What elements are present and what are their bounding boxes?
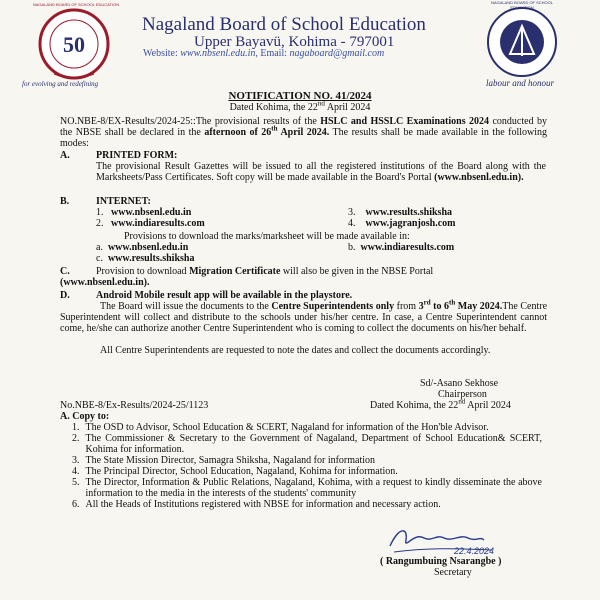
- copy-num: 5.: [72, 477, 80, 488]
- centre-superintendents: Centre Superintendents only: [271, 301, 395, 312]
- right-emblem-logo: [480, 6, 564, 78]
- site-num: 2.: [96, 218, 104, 229]
- ref-number: NO.NBE-8/EX-Results/2024-25::: [60, 116, 196, 127]
- section-b-label: B.: [60, 196, 70, 207]
- intro-text-3: The results shall be made available in the following modes:: [60, 127, 548, 149]
- site-url[interactable]: www.indiaresults.com: [111, 218, 205, 229]
- copy-text: The Commissioner & Secretary to the Government of Nagaland, Department of School Education& SCERT, Kohima for information.: [85, 433, 542, 455]
- declaration-time: afternoon of 26th April 2024.: [204, 124, 330, 138]
- section-c-portal-link[interactable]: (www.nbsenl.edu.in).: [60, 277, 150, 288]
- right-logo-ring-text: NAGALAND BOARD OF SCHOOL EDUCATION: [490, 0, 553, 10]
- section-c-text: [96, 266, 546, 277]
- site-url[interactable]: www.results.shiksha: [365, 207, 453, 218]
- intro-paragraph: [60, 116, 547, 149]
- section-a-label: A.: [60, 150, 70, 161]
- copy-item: [72, 422, 542, 433]
- section-c-body-2: will also be given in the NBSE Portal: [282, 266, 434, 277]
- memo-date: Dated Kohima, the 22nd April 2024: [370, 397, 511, 411]
- copy-text: All the Heads of Institutions registered with NBSE for information and necessary action.: [85, 499, 441, 510]
- section-d-text-c: from: [396, 301, 417, 312]
- copy-text: The OSD to Advisor, School Education & SCERT, Nagaland for information of the Hon'ble Advisor.: [85, 422, 489, 433]
- section-c-body-1: Provision to download: [96, 266, 187, 277]
- section-a-portal[interactable]: (www.nbsenl.edu.in).: [434, 172, 524, 183]
- section-d-para-1: [60, 298, 548, 334]
- copy-item: [72, 477, 542, 499]
- site-item-2: [96, 218, 205, 229]
- section-d-para-2: All Centre Superintendents are requested to note the dates and collect the documents accordingly.: [100, 345, 491, 356]
- copy-list: [72, 422, 542, 510]
- notification-date: Dated Kohima, the 22nd April 2024: [229, 99, 371, 113]
- section-d-text-a: The Board will issue the documents to the: [100, 301, 269, 312]
- left-emblem-logo: [36, 8, 112, 84]
- site-num: b.: [348, 242, 356, 253]
- copy-item: [72, 466, 542, 477]
- section-c-portal: [60, 277, 149, 288]
- left-logo-ring-text: NAGALAND BOARD OF SCHOOL EDUCATION: [32, 2, 120, 7]
- copy-item: [72, 499, 542, 510]
- intro-text-2: conducted by the NBSE shall be declared in the: [60, 116, 547, 138]
- download-site-a: [96, 242, 188, 253]
- org-address: Upper Bayavü, Kohima - 797001: [194, 34, 395, 50]
- section-d-text-d: The Centre Superintendent will collect and distribute to the schools under his/her centre. In case, a Centre Superintendent cannot come, he/she can authorize another Centre Superintendent who is coming to collect the documents on his/her behalf.: [60, 301, 548, 334]
- copy-text: The State Mission Director, Samagra Shiksha, Nagaland for information: [85, 455, 376, 466]
- section-a-text: [96, 161, 546, 183]
- site-url[interactable]: www.results.shiksha: [107, 253, 195, 264]
- distribution-dates: 3rd to 6th May 2024.: [418, 298, 503, 312]
- site-item-1: [96, 207, 191, 218]
- website-label: Website:: [143, 48, 178, 59]
- chairperson-signature: Sd/-Asano Sekhose: [420, 378, 499, 389]
- site-url[interactable]: www.jagranjosh.com: [365, 218, 456, 229]
- site-num: a.: [96, 242, 103, 253]
- download-site-c: [96, 253, 194, 264]
- secretary-name: ( Rangumbuing Nsarangbe ): [380, 556, 502, 567]
- section-a-body: The provisional Result Gazettes will be issued to all the registered institutions of the Board along with the Marksheets/Pass Certificates. Soft copy will be made available in the Board's Portal: [96, 161, 546, 183]
- section-b-heading: INTERNET:: [96, 196, 151, 207]
- site-num: 3.: [348, 207, 356, 218]
- copy-num: 4.: [72, 466, 80, 477]
- section-a-heading: PRINTED FORM:: [96, 150, 178, 161]
- memo-ref: No.NBE-8/Ex-Results/2024-25/1123: [60, 400, 209, 411]
- copy-num: 1.: [72, 422, 80, 433]
- right-logo-motto: labour and honour: [486, 78, 555, 88]
- org-name: Nagaland Board of School Education: [142, 14, 426, 35]
- site-num: c.: [96, 253, 103, 264]
- left-logo-number: 50: [63, 32, 85, 57]
- copy-item: [72, 433, 542, 455]
- org-contact: [143, 48, 384, 59]
- intro-text-1: The provisional results of the: [195, 116, 317, 127]
- copy-num: 6.: [72, 499, 80, 510]
- provision-text: Provisions to download the marks/marksheet will be made available in:: [124, 231, 410, 242]
- email-label: , Email:: [255, 48, 288, 59]
- email-link[interactable]: nagaboard@gmail.com: [289, 48, 385, 59]
- site-num: 4.: [348, 218, 356, 229]
- section-d-heading: Android Mobile result app will be available in the playstore.: [96, 290, 353, 301]
- copy-text: The Director, Information & Public Relations, Nagaland, Kohima, with a request to kindly disseminate the above information to the media in the interests of the students' community: [85, 477, 542, 499]
- secretary-title: Secretary: [434, 567, 472, 578]
- section-d-label: D.: [60, 290, 70, 301]
- site-url[interactable]: www.nbsenl.edu.in: [107, 242, 189, 253]
- site-url[interactable]: www.nbsenl.edu.in: [111, 207, 192, 218]
- copy-num: 2.: [72, 433, 80, 444]
- copy-num: 3.: [72, 455, 80, 466]
- copy-item: [72, 455, 542, 466]
- download-site-b: [348, 242, 454, 253]
- copy-text: The Principal Director, School Education, Nagaland, Kohima for information.: [85, 466, 398, 477]
- migration-certificate: Migration Certificate: [189, 266, 281, 277]
- exam-names: HSLC and HSSLC Examinations 2024: [320, 116, 490, 127]
- website-link[interactable]: www.nbsenl.edu.in: [180, 48, 256, 59]
- site-num: 1.: [96, 207, 104, 218]
- section-c-label: C.: [60, 266, 70, 277]
- signature-date: 22.4.2024: [454, 546, 495, 556]
- left-logo-motto: for evolving and redefining: [22, 80, 99, 88]
- copy-to-label: A. Copy to:: [60, 411, 110, 422]
- site-item-3: [348, 207, 452, 218]
- site-item-4: [348, 218, 456, 229]
- chairperson-title: Chairperson: [438, 389, 487, 400]
- notification-title: NOTIFICATION NO. 41/2024: [228, 90, 372, 102]
- site-url[interactable]: www.indiaresults.com: [360, 242, 455, 253]
